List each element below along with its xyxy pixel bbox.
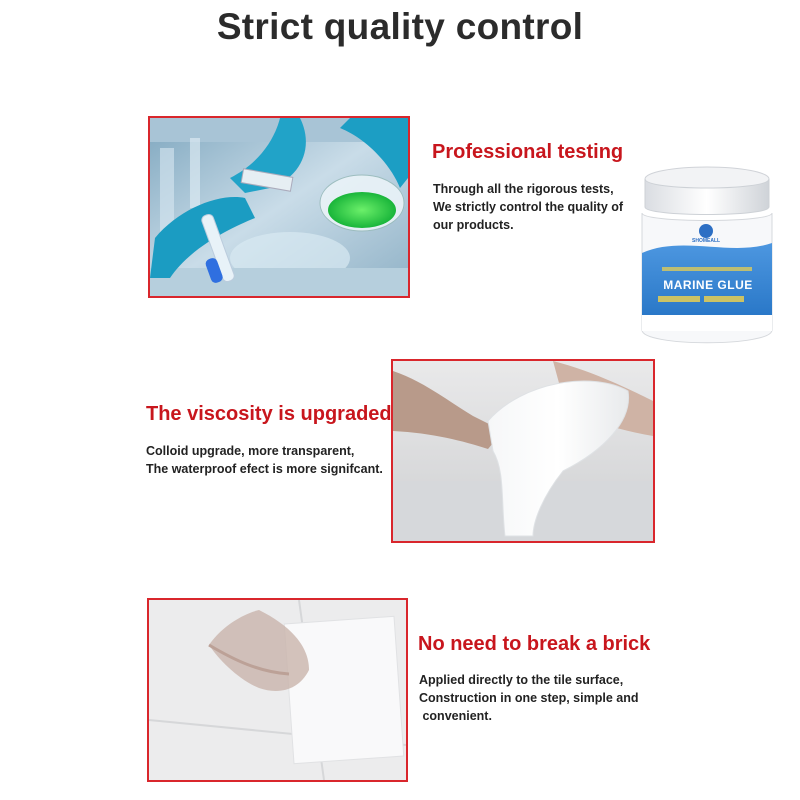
lab-scene-illustration — [150, 118, 408, 296]
body-line: Through all the rigorous tests, — [433, 182, 614, 196]
section-body-professional-testing — [433, 180, 623, 234]
page-title: Strict quality control — [216, 6, 584, 47]
body-line: The waterproof efect is more signifcant. — [146, 462, 383, 476]
body-line: We strictly control the quality of — [433, 200, 624, 214]
product-jar-image — [632, 165, 782, 347]
viscosity-photo — [391, 359, 655, 543]
glue-pouring-illustration — [393, 361, 653, 541]
body-line: Colloid upgrade, more transparent, — [146, 444, 355, 458]
section-heading-viscosity: The viscosity is upgraded — [146, 403, 392, 425]
tile-application-photo — [147, 598, 408, 782]
product-brand: SHOMEALL — [692, 238, 721, 244]
section-body-no-brick — [419, 671, 638, 725]
lab-testing-photo — [148, 116, 410, 298]
body-line: our products. — [433, 218, 514, 232]
section-heading-professional-testing: Professional testing — [432, 141, 624, 163]
glue-jar-illustration — [632, 165, 782, 347]
section-heading-no-brick: No need to break a brick — [418, 633, 651, 655]
tile-glove-illustration — [149, 600, 406, 780]
body-line: Applied directly to the tile surface, — [419, 673, 624, 687]
body-line: convenient. — [419, 709, 492, 723]
body-line: Construction in one step, simple and — [419, 691, 639, 705]
section-body-viscosity — [146, 442, 383, 478]
product-name: MARINE GLUE — [663, 278, 753, 292]
